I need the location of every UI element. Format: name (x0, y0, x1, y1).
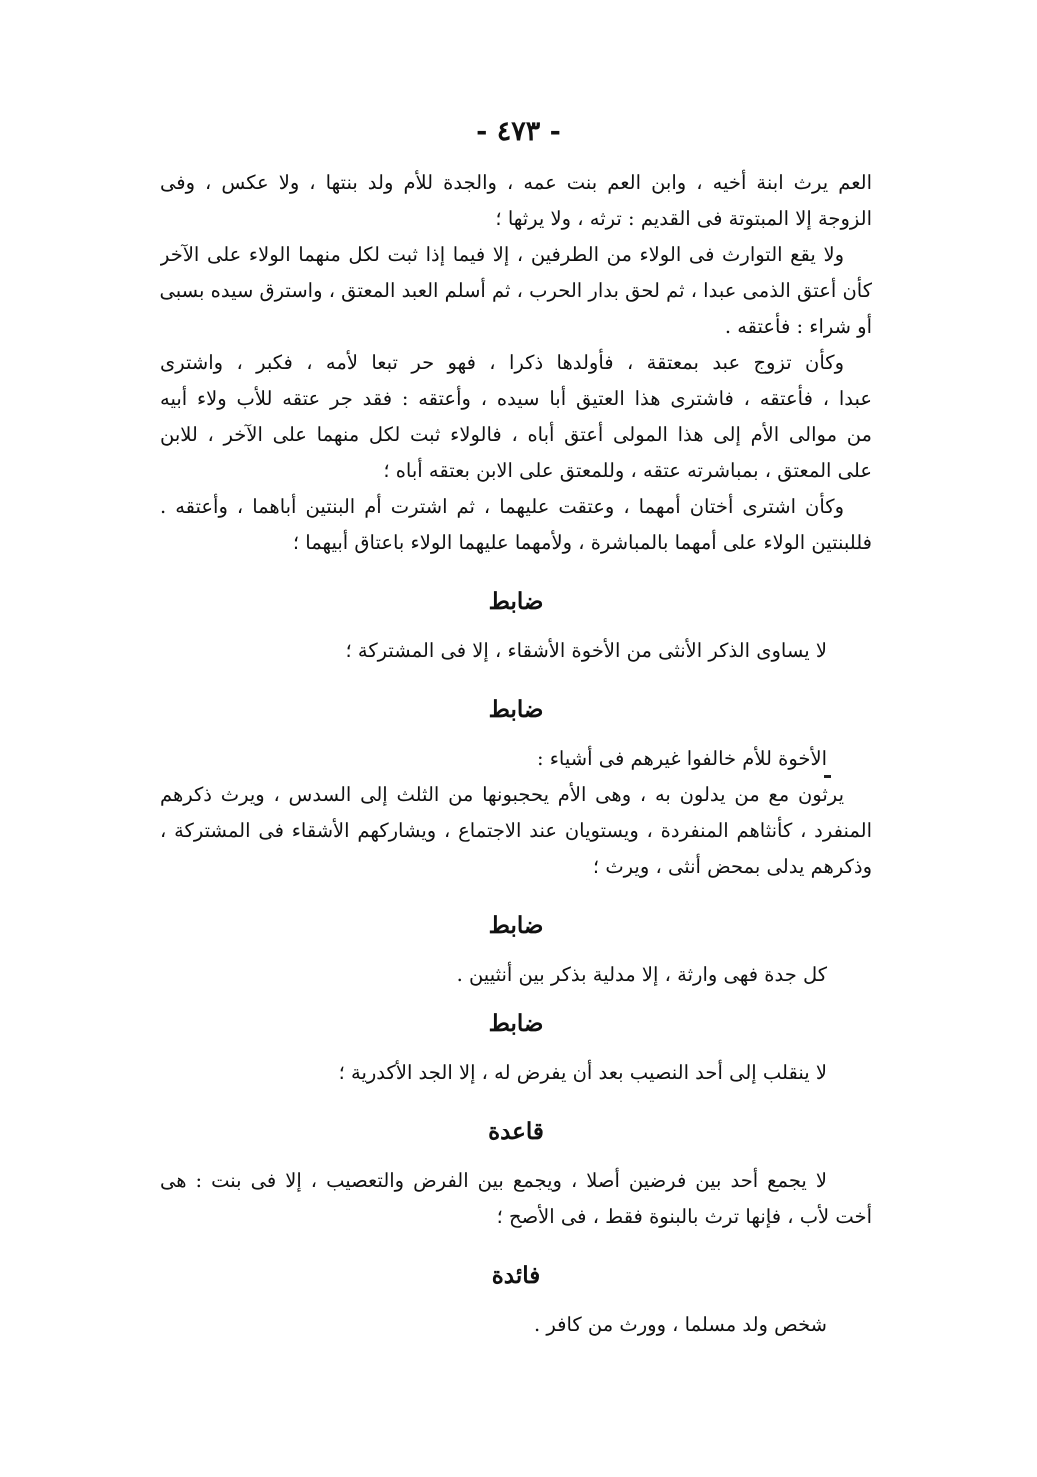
section-2-line-2: يرثون مع من يدلون به ، وهى الأم يحجبونها من الثلث إلى السدس ، ويرث ذكرهم (160, 783, 844, 806)
paragraph-3-line-3: من موالى الأم إلى هذا المولى أعتق أباه ، فالولاء ثبت لكل منهما على الآخر ، للابن (160, 423, 872, 446)
section-1-line-1: لا يساوى الذكر الأنثى من الأخوة الأشقاء ، إلا فى المشتركة ؛ (345, 639, 827, 662)
section-2-line-1: الأخوة للأم خالفوا غيرهم فى أشياء : (536, 747, 827, 770)
page-number: - ٤٧٣ - (476, 116, 561, 147)
section-1-heading: ضابط (488, 588, 544, 615)
paragraph-4-line-1: وكأن اشترى أختان أمهما ، وعتقت عليهما ، ثم اشترت أم البنتين أباهما ، وأعتقه . (160, 495, 844, 518)
section-3-line-1: كل جدة فهى وارثة ، إلا مدلية بذكر بين أنثيين . (456, 963, 827, 986)
paragraph-1-line-2: الزوجة إلا المبتوتة فى القديم : ترثه ، ولا يرثها ؛ (495, 207, 872, 230)
section-4-heading: ضابط (488, 1010, 544, 1037)
paragraph-2-line-1: ولا يقع التوارث فى الولاء من الطرفين ، إلا فيما إذا ثبت لكل منهما الولاء على الآخر (160, 243, 844, 266)
paragraph-3-line-4: على المعتق ، بمباشرته عتقه ، وللمعتق على الابن بعتقه أباه ؛ (383, 459, 872, 482)
paragraph-2-line-2: كأن أعتق الذمى عبدا ، ثم لحق بدار الحرب ، ثم أسلم العبد المعتق ، واسترق سيده بسبى (160, 279, 872, 302)
section-3-heading: ضابط (488, 912, 544, 939)
section-2-line-3: المنفرد ، كأنثاهم المنفردة ، ويستويان عند الاجتماع ، ويشاركهم الأشقاء فى المشتركة ، (160, 819, 872, 842)
print-mark (824, 775, 831, 778)
section-5-heading: قاعدة (488, 1118, 544, 1145)
section-6-heading: فائدة (491, 1262, 541, 1289)
paragraph-1-line-1: العم يرث ابنة أخيه ، وابن العم بنت عمه ، والجدة للأم ولد بنتها ، ولا عكس ، وفى (160, 171, 872, 194)
section-2-line-4: وذكرهم يدلى بمحض أنثى ، ويرث ؛ (592, 855, 872, 878)
paragraph-3-line-2: عبدا ، فأعتقه ، فاشترى هذا العتيق أبا سيده ، وأعتقه : فقد جر عتقه للأب ولاء أبيه (160, 387, 872, 410)
section-2-heading: ضابط (488, 696, 544, 723)
section-4-line-1: لا ينقلب إلى أحد النصيب بعد أن يفرض له ، إلا الجد الأكدرية ؛ (338, 1061, 827, 1084)
text-body (160, 165, 872, 1343)
section-6-line-1: شخص ولد مسلما ، وورث من كافر . (533, 1313, 827, 1336)
paragraph-4-line-2: فللبنتين الولاء على أمهما بالمباشرة ، ولأمهما عليهما الولاء باعتاق أبيهما ؛ (292, 531, 872, 554)
section-5-line-2: أخت لأب ، فإنها ترث بالبنوة فقط ، فى الأصح ؛ (496, 1205, 872, 1228)
paragraph-3-line-1: وكأن تزوج عبد بمعتقة ، فأولدها ذكرا ، فهو حر تبعا لأمه ، فكبر ، واشترى (160, 351, 844, 374)
section-5-line-1: لا يجمع أحد بين فرضين أصلا ، ويجمع بين الفرض والتعصيب ، إلا فى بنت : هى (160, 1169, 827, 1192)
paragraph-2-line-3: أو شراء : فأعتقه . (724, 315, 872, 338)
